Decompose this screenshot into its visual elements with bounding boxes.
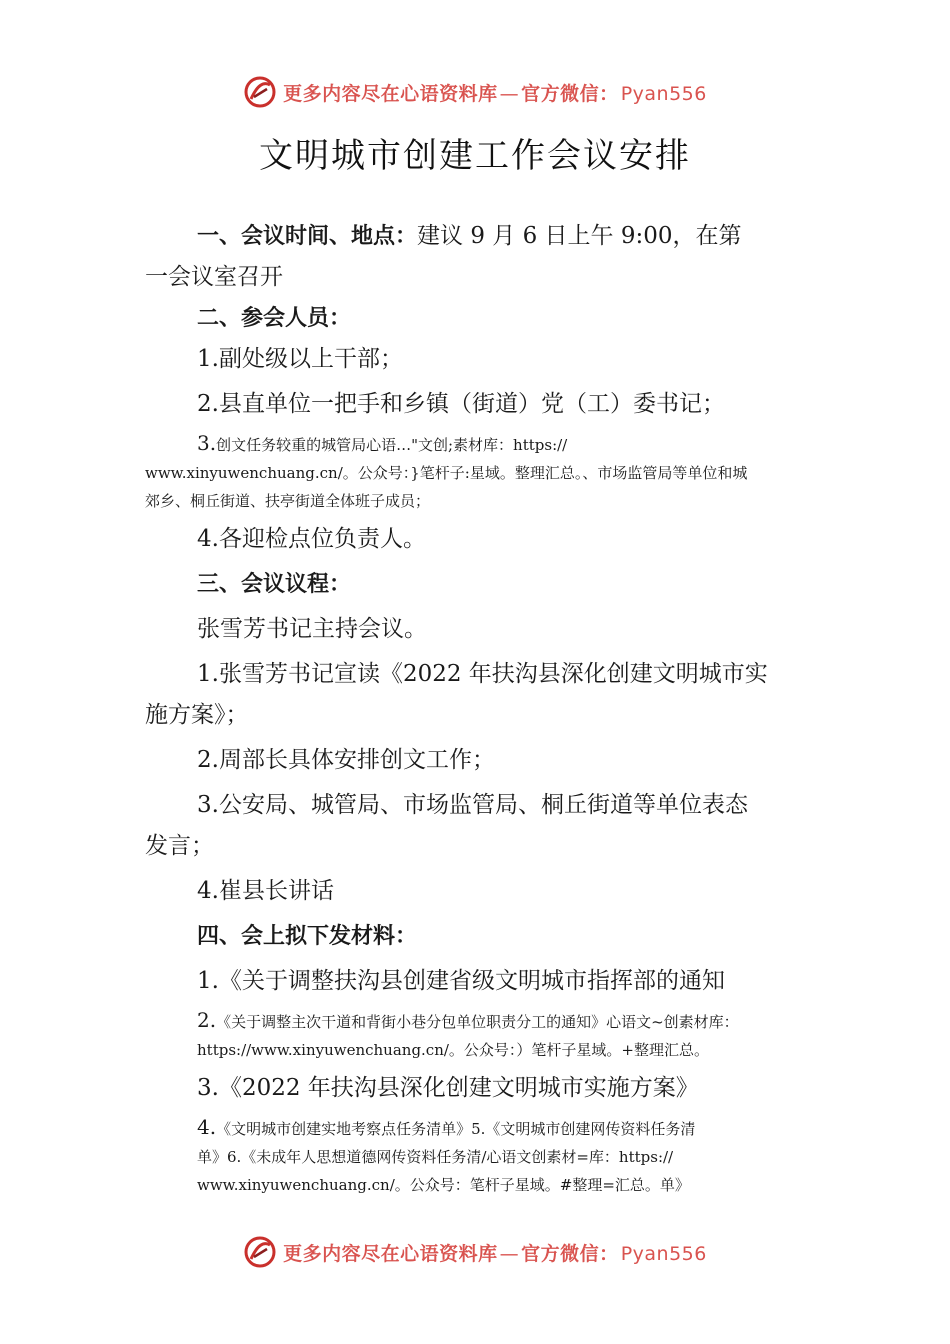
list-item: 2.县直单位一把手和乡镇（街道）党（工）委书记； — [197, 391, 725, 417]
list-item-small-cont: www.xinyuwenchuang.cn/。公众号：}笔杆子:星域。整理汇总。、市场监管局等单位和城 — [145, 464, 748, 482]
section-4-heading: 四、会上拟下发材料： — [197, 924, 418, 949]
section-2-heading: 二、参会人员： — [197, 306, 352, 331]
list-item: 4.崔县长讲话 — [197, 878, 334, 904]
list-item-small — [145, 1006, 810, 1036]
header-watermark-banner — [0, 72, 950, 112]
list-item-small-cont: 单》6.《未成年人思想道德网传资料任务清/心语文创素材=库：https:// — [197, 1148, 674, 1166]
section-1-cont: 一会议室召开 — [145, 264, 283, 290]
list-item-number: 4. — [197, 1115, 217, 1139]
section-1-text: 建议 9 月 6 日上午 9:00，在第 — [417, 223, 742, 249]
list-item-cont: 发言； — [145, 833, 214, 859]
document-body — [145, 216, 810, 1199]
list-item-small-cont: https://www.xinyuwenchuang.cn/。公众号：）笔杆子星域。+整理汇总。 — [197, 1041, 709, 1059]
banner-main-text: 更多内容尽在心语资料库 — [283, 82, 498, 105]
list-item: 3.公安局、城管局、市场监管局、桐丘街道等单位表态 — [197, 792, 748, 818]
list-item: 1.张雪芳书记宣读《2022 年扶沟县深化创建文明城市实 — [197, 661, 768, 687]
list-item: 1.副处级以上干部； — [197, 346, 403, 372]
list-item-small-cont: www.xinyuwenchuang.cn/。公众号：笔杆子星域。#整理=汇总。单》 — [197, 1176, 690, 1194]
list-item-small — [145, 429, 810, 459]
footer-watermark-banner — [0, 1232, 950, 1272]
list-item-small — [145, 1113, 810, 1143]
list-item: 4.各迎检点位负责人。 — [197, 526, 426, 552]
list-item-text: 创文任务较重的城管局心语…"文创;素材库：https:// — [216, 436, 568, 454]
banner-dash: — — [499, 82, 520, 105]
section-3-heading: 三、会议议程： — [197, 572, 352, 597]
list-item-small-cont: 郊乡、桐丘街道、扶亭街道全体班子成员； — [145, 492, 431, 510]
section-1 — [145, 216, 810, 257]
section-1-heading: 一、会议时间、地点： — [197, 224, 418, 249]
list-item: 2.周部长具体安排创文工作； — [197, 747, 495, 773]
banner-wechat-id: Pyan556 — [620, 82, 707, 105]
brand-logo-icon — [243, 1235, 277, 1269]
brand-logo-icon — [243, 75, 277, 109]
list-item-number: 3. — [197, 431, 217, 455]
list-item-cont: 施方案》； — [145, 702, 249, 728]
document-title: 文明城市创建工作会议安排 — [259, 136, 691, 176]
banner-wechat-label: 官方微信： — [521, 82, 619, 105]
list-item: 3.《2022 年扶沟县深化创建文明城市实施方案》 — [197, 1075, 699, 1101]
banner-wechat-label: 官方微信： — [521, 1242, 619, 1265]
list-item: 1.《关于调整扶沟县创建省级文明城市指挥部的通知 — [197, 968, 725, 994]
banner-wechat-id: Pyan556 — [620, 1242, 707, 1265]
list-item-text: 《文明城市创建实地考察点任务清单》5.《文明城市创建网传资料任务清 — [216, 1120, 696, 1138]
section-3-host: 张雪芳书记主持会议。 — [197, 616, 427, 642]
list-item-number: 2. — [197, 1008, 217, 1032]
banner-text — [283, 79, 707, 106]
list-item-text: 《关于调整主次干道和背街小巷分包单位职责分工的通知》心语文~创素材库： — [216, 1013, 739, 1031]
banner-text — [283, 1239, 707, 1266]
banner-dash: — — [499, 1242, 520, 1265]
banner-main-text: 更多内容尽在心语资料库 — [283, 1242, 498, 1265]
